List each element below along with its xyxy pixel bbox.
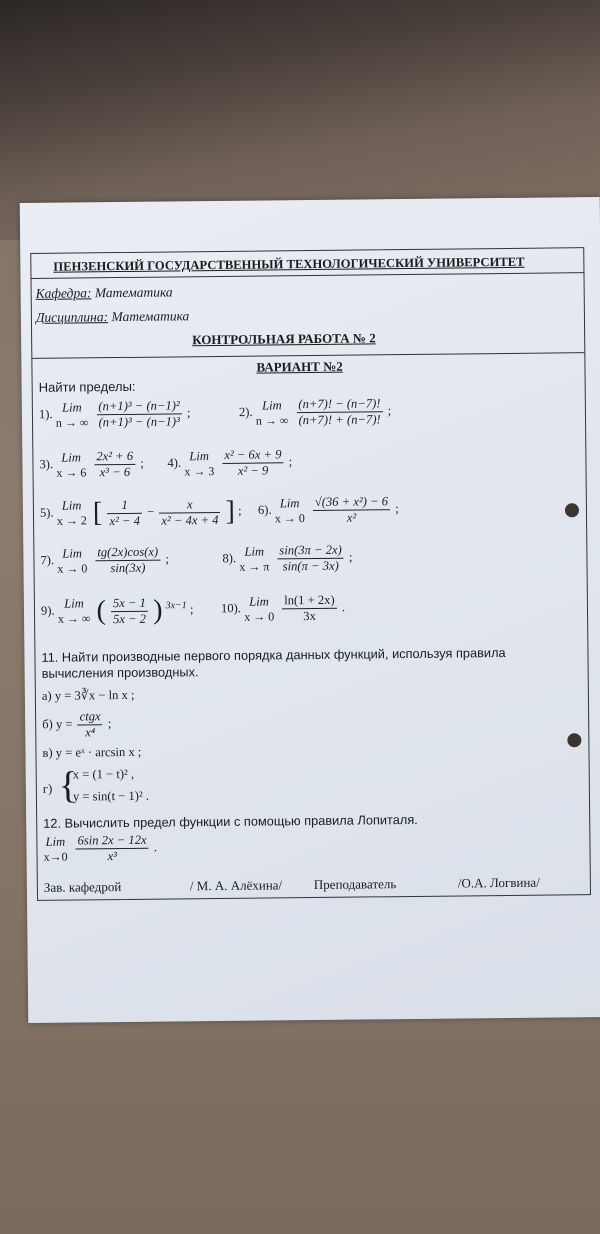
lim-word: Lim — [45, 834, 66, 849]
lim-operator — [256, 398, 289, 428]
lim-under: x → π — [239, 558, 270, 574]
work-title: КОНТРОЛЬНАЯ РАБОТА № 2 — [192, 330, 376, 348]
task-11-a: а) y = 3∛x − ln x ; — [41, 687, 135, 703]
discipline-label: Дисциплина: — [35, 309, 109, 325]
discipline-value: Математика — [111, 308, 190, 325]
separator: . — [153, 840, 158, 855]
numerator: 5x − 1 — [111, 595, 148, 611]
university-name: ПЕНЗЕНСКИЙ ГОСУДАРСТВЕННЫЙ ТЕХНОЛОГИЧЕСКИЙ УНИВЕРСИТЕТ — [53, 254, 525, 274]
numerator: √(36 + x²) − 6 — [313, 494, 390, 511]
limit-1 — [39, 398, 191, 431]
denominator: x² − 4x + 4 — [161, 512, 219, 528]
separator: ; — [288, 454, 293, 469]
numerator: sin(3π − 2x) — [277, 543, 344, 560]
lim-word: Lim — [61, 498, 82, 513]
lim-word: Lim — [249, 593, 269, 609]
limit-number: 9). — [40, 603, 55, 618]
task-11-text-2: вычисления производных. — [41, 664, 199, 681]
head-of-department-label: Зав. кафедрой — [43, 879, 122, 895]
lim-operator — [244, 594, 274, 624]
fraction — [95, 545, 160, 577]
limit-number: 6). — [257, 502, 272, 517]
separator: ; — [140, 456, 144, 471]
limit-number: 8). — [222, 551, 237, 566]
task-11-text-1: 11. Найти производные первого порядка данных функций, используя правила — [41, 644, 506, 665]
teacher-label: Преподаватель — [313, 876, 397, 893]
fraction — [75, 833, 148, 865]
limit-10 — [221, 593, 345, 625]
left-bracket: [ — [92, 497, 103, 529]
limit-5 — [40, 496, 242, 530]
system-brace: { — [58, 764, 78, 807]
lim-under: x → 2 — [56, 513, 87, 528]
numerator: tg(2x)cos(x) — [95, 545, 160, 562]
limit-number: 10). — [220, 601, 241, 616]
separator: . — [341, 600, 346, 615]
lim-word: Lim — [279, 495, 300, 510]
right-paren: ) — [152, 594, 163, 626]
lim-operator — [57, 546, 87, 576]
separator: ; — [237, 503, 242, 518]
left-paren: ( — [96, 595, 107, 627]
lim-under: x → 0 — [274, 510, 305, 525]
denominator: (n+1)³ − (n−1)³ — [98, 414, 180, 430]
lim-under: x → 3 — [184, 463, 215, 478]
lim-word: Lim — [64, 596, 84, 611]
numerator: (n+1)³ − (n−1)² — [96, 398, 181, 415]
head-of-department-name: / М. А. Алёхина/ — [189, 877, 283, 894]
discipline-line — [36, 308, 190, 326]
numerator: 1 — [107, 497, 142, 513]
numerator: x — [159, 496, 220, 513]
item-label: г) — [42, 781, 53, 796]
limit-number: 5). — [39, 505, 54, 520]
task-11-b — [42, 709, 111, 741]
lim-under: x → ∞ — [57, 611, 91, 626]
numerator: 6sin 2x − 12x — [75, 833, 148, 850]
lim-operator — [275, 496, 305, 526]
lim-word: Lim — [244, 544, 265, 559]
department-value: Математика — [94, 284, 173, 301]
fraction — [111, 595, 148, 626]
lim-under: n → ∞ — [55, 414, 89, 430]
separator: ; — [387, 403, 392, 418]
lim-under: x → 6 — [56, 464, 87, 480]
exponent: 3x−1 — [165, 600, 187, 612]
separator: ; — [395, 501, 399, 516]
task-intro: Найти пределы: — [38, 378, 136, 395]
fraction — [94, 449, 135, 480]
limit-number: 3). — [39, 457, 54, 472]
teacher-name: /О.А. Логвина/ — [457, 874, 540, 891]
lim-word: Lim — [62, 545, 83, 561]
system-equation-1: x = (1 − t)² , — [72, 766, 135, 782]
lim-under: x→0 — [43, 849, 68, 864]
item-label: б) y = — [42, 716, 73, 732]
separator: ; — [348, 549, 353, 565]
lim-under: x → 0 — [244, 608, 275, 624]
limit-4 — [167, 447, 292, 479]
numerator: x² − 6x + 9 — [222, 447, 283, 464]
separator: ; — [186, 405, 191, 420]
denominator: 5x − 2 — [113, 611, 147, 626]
fraction — [313, 494, 390, 526]
fraction — [222, 447, 283, 479]
limit-8 — [222, 543, 352, 575]
minus-sign: − — [146, 504, 155, 519]
limit-number: 2). — [238, 405, 253, 420]
limit-6 — [258, 494, 399, 526]
lim-operator — [43, 834, 67, 864]
right-bracket: ] — [225, 495, 236, 527]
separator: ; — [189, 602, 194, 617]
document-frame — [30, 247, 591, 901]
denominator: sin(3x) — [110, 560, 146, 576]
lim-operator — [239, 544, 269, 574]
lim-word: Lim — [61, 449, 82, 465]
limit-number: 7). — [40, 553, 55, 568]
fraction — [159, 496, 220, 528]
department-line — [36, 284, 173, 301]
exam-sheet — [20, 197, 600, 1023]
system-equation-2: y = sin(t − 1)² . — [72, 788, 150, 804]
fraction — [107, 497, 142, 528]
fraction — [277, 543, 344, 575]
fraction — [296, 396, 382, 428]
denominator: x² — [346, 510, 357, 525]
lim-operator — [58, 596, 91, 626]
lim-word: Lim — [62, 399, 82, 415]
denominator: x⁴ — [85, 725, 96, 740]
separator: ; — [107, 716, 112, 731]
limit-number: 4). — [167, 455, 182, 470]
numerator: (n+7)! − (n−7)! — [296, 396, 382, 413]
numerator: ln(1 + 2x) — [282, 593, 337, 610]
lim-operator — [56, 400, 89, 430]
fraction — [96, 398, 182, 430]
variant-title: ВАРИАНТ №2 — [256, 358, 343, 375]
denominator: x² − 4 — [109, 513, 141, 528]
denominator: x² − 9 — [237, 463, 269, 478]
task-12-limit — [43, 833, 157, 865]
fraction — [282, 593, 337, 625]
limit-9 — [41, 594, 194, 628]
department-label: Кафедра: — [35, 285, 92, 301]
lim-under: x → 0 — [57, 560, 88, 576]
lim-word: Lim — [262, 397, 282, 413]
divider — [32, 352, 584, 359]
separator: ; — [165, 551, 169, 566]
lim-word: Lim — [189, 448, 210, 463]
denominator: sin(π − 3x) — [282, 558, 339, 574]
denominator: 3x — [303, 608, 316, 624]
limit-7 — [40, 545, 169, 577]
limit-2 — [239, 396, 392, 429]
numerator: ctgx — [77, 709, 102, 725]
denominator: x³ — [107, 849, 117, 864]
denominator: (n+7)! + (n−7)! — [298, 412, 381, 428]
limit-3 — [39, 449, 144, 481]
numerator: 2x² + 6 — [94, 449, 135, 465]
limit-number: 1). — [38, 407, 53, 422]
task-11-v: в) y = eˣ · arcsin x ; — [42, 744, 142, 760]
lim-operator — [184, 449, 214, 479]
task-12-text: 12. Вычислить предел функции с помощью правила Лопиталя. — [43, 811, 418, 831]
lim-operator — [57, 498, 87, 528]
lim-operator — [56, 450, 86, 480]
denominator: x³ − 6 — [99, 464, 131, 480]
fraction — [77, 709, 102, 740]
lim-under: n → ∞ — [255, 412, 289, 428]
